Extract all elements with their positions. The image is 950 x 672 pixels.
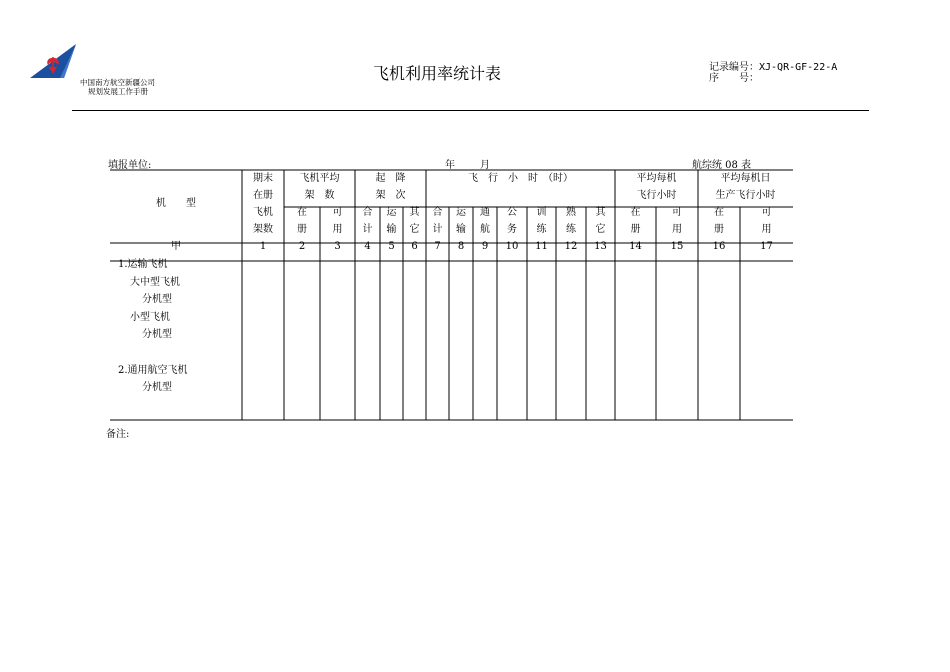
sub-header: 训 [536, 206, 547, 218]
company-name [80, 78, 155, 96]
data-cell[interactable] [740, 256, 793, 415]
sub-header: 在 [714, 206, 724, 218]
month-label: 月 [480, 160, 490, 171]
index-row [110, 238, 793, 256]
category-list [110, 256, 242, 415]
sub-header: 熟 [566, 206, 576, 218]
avg-daily-header-1: 平均每机日 [720, 172, 771, 184]
category-transport: 1.运输飞机 [118, 259, 168, 270]
index-cell: 6 [411, 241, 418, 252]
index-cell: 11 [535, 241, 548, 252]
sub-header: 公 [507, 206, 517, 218]
header-divider [72, 110, 869, 111]
avg-per-plane-header-1: 平均每机 [636, 172, 677, 184]
form-title: 飞机利用率统计表 [373, 64, 502, 83]
sub-header: 它 [409, 223, 420, 235]
category-subtype: 分机型 [142, 294, 172, 306]
index-cell: 9 [481, 241, 489, 252]
data-cell[interactable] [242, 256, 284, 415]
index-cell: 10 [505, 241, 519, 252]
index-cell: 14 [629, 241, 642, 252]
data-cell[interactable] [380, 256, 403, 415]
data-cell[interactable] [320, 256, 355, 415]
end-reg-header-2: 在册 [253, 189, 273, 201]
avg-per-plane-header-2: 飞行小时 [636, 189, 677, 201]
index-cell: 16 [712, 241, 726, 252]
index-cell: 15 [670, 241, 684, 252]
index-cell: 3 [334, 241, 341, 252]
index-label: 甲 [171, 241, 181, 252]
end-reg-header-1: 期末 [253, 172, 273, 184]
sub-header: 练 [566, 223, 576, 235]
sub-header: 可 [672, 206, 682, 218]
data-cell[interactable] [284, 256, 320, 415]
utilization-table [110, 170, 793, 415]
header-row-1 [110, 170, 793, 187]
data-cell[interactable] [473, 256, 497, 415]
data-cell[interactable] [355, 256, 380, 415]
sub-header: 运 [386, 206, 397, 218]
remarks-label: 备注: [106, 429, 130, 440]
data-cell[interactable] [586, 256, 615, 415]
category-small: 小型飞机 [130, 311, 170, 323]
avg-planes-header-1: 飞机平均 [299, 172, 340, 184]
sub-header: 合 [362, 206, 373, 218]
aircraft-type-header: 机 型 [156, 198, 196, 209]
body-row [110, 256, 793, 415]
sub-header: 运 [456, 206, 466, 218]
data-cell[interactable] [403, 256, 426, 415]
sub-header: 册 [297, 223, 307, 235]
record-number: 记录编号：XJ-QR-GF-22-A [709, 62, 838, 73]
sub-header: 在 [297, 206, 307, 218]
sequence-number: 序 号： [709, 73, 759, 84]
company-line2: 规划发展工作手册 [88, 87, 148, 96]
data-cell[interactable] [615, 256, 656, 415]
sub-header: 其 [409, 206, 420, 218]
category-subtype: 分机型 [142, 382, 172, 394]
data-cell[interactable] [426, 256, 449, 415]
unit-label: 填报单位: [108, 160, 152, 171]
end-sub-header-2: 架数 [253, 223, 273, 235]
record-block [709, 62, 849, 84]
data-cell[interactable] [527, 256, 556, 415]
sub-header: 册 [714, 223, 724, 235]
data-cell[interactable] [656, 256, 698, 415]
sub-header: 输 [386, 223, 397, 235]
takeoffs-header-1: 起 降 [375, 172, 406, 184]
sub-header: 计 [432, 223, 443, 235]
sub-header: 用 [332, 223, 343, 235]
company-logo [30, 44, 78, 80]
category-spacer [118, 344, 242, 362]
sub-header: 通 [480, 206, 490, 218]
sub-header: 计 [362, 223, 373, 235]
sub-header: 用 [761, 223, 772, 235]
sub-header: 合 [432, 206, 443, 218]
sub-header: 它 [595, 223, 606, 235]
index-cell: 5 [388, 241, 395, 252]
sub-header: 输 [456, 223, 466, 235]
category-general-aviation: 2.通用航空飞机 [118, 364, 188, 376]
index-cell: 13 [594, 241, 607, 252]
sub-header: 可 [761, 206, 772, 218]
category-large-medium: 大中型飞机 [130, 276, 180, 288]
year-label: 年 [445, 160, 455, 171]
sub-header: 可 [332, 206, 343, 218]
takeoffs-header-2: 架 次 [375, 189, 406, 201]
avg-planes-header-2: 架 数 [304, 189, 335, 201]
data-cell[interactable] [698, 256, 740, 415]
data-cell[interactable] [556, 256, 586, 415]
sub-header: 册 [630, 223, 641, 235]
form-code: 航综统 08 表 [692, 160, 752, 171]
sub-header: 务 [507, 223, 517, 235]
sub-header: 在 [630, 206, 641, 218]
index-cell: 12 [564, 241, 578, 252]
index-cell: 8 [457, 241, 465, 252]
sub-header: 其 [595, 206, 606, 218]
index-cell: 1 [259, 241, 267, 252]
data-cell[interactable] [449, 256, 473, 415]
sub-header: 航 [480, 223, 490, 235]
index-cell: 17 [760, 241, 773, 252]
index-cell: 2 [298, 241, 306, 252]
avg-daily-header-2: 生产飞行小时 [715, 189, 776, 201]
flight-hours-header: 飞 行 小 时 （时） [468, 172, 573, 184]
company-line1: 中国南方航空新疆公司 [80, 78, 155, 87]
sub-header: 练 [536, 223, 547, 235]
sub-header: 用 [672, 223, 682, 235]
data-cell[interactable] [497, 256, 527, 415]
end-sub-header-1: 飞机 [253, 206, 273, 218]
index-cell: 4 [364, 241, 371, 252]
index-cell: 7 [434, 241, 441, 252]
category-subtype: 分机型 [142, 329, 172, 341]
